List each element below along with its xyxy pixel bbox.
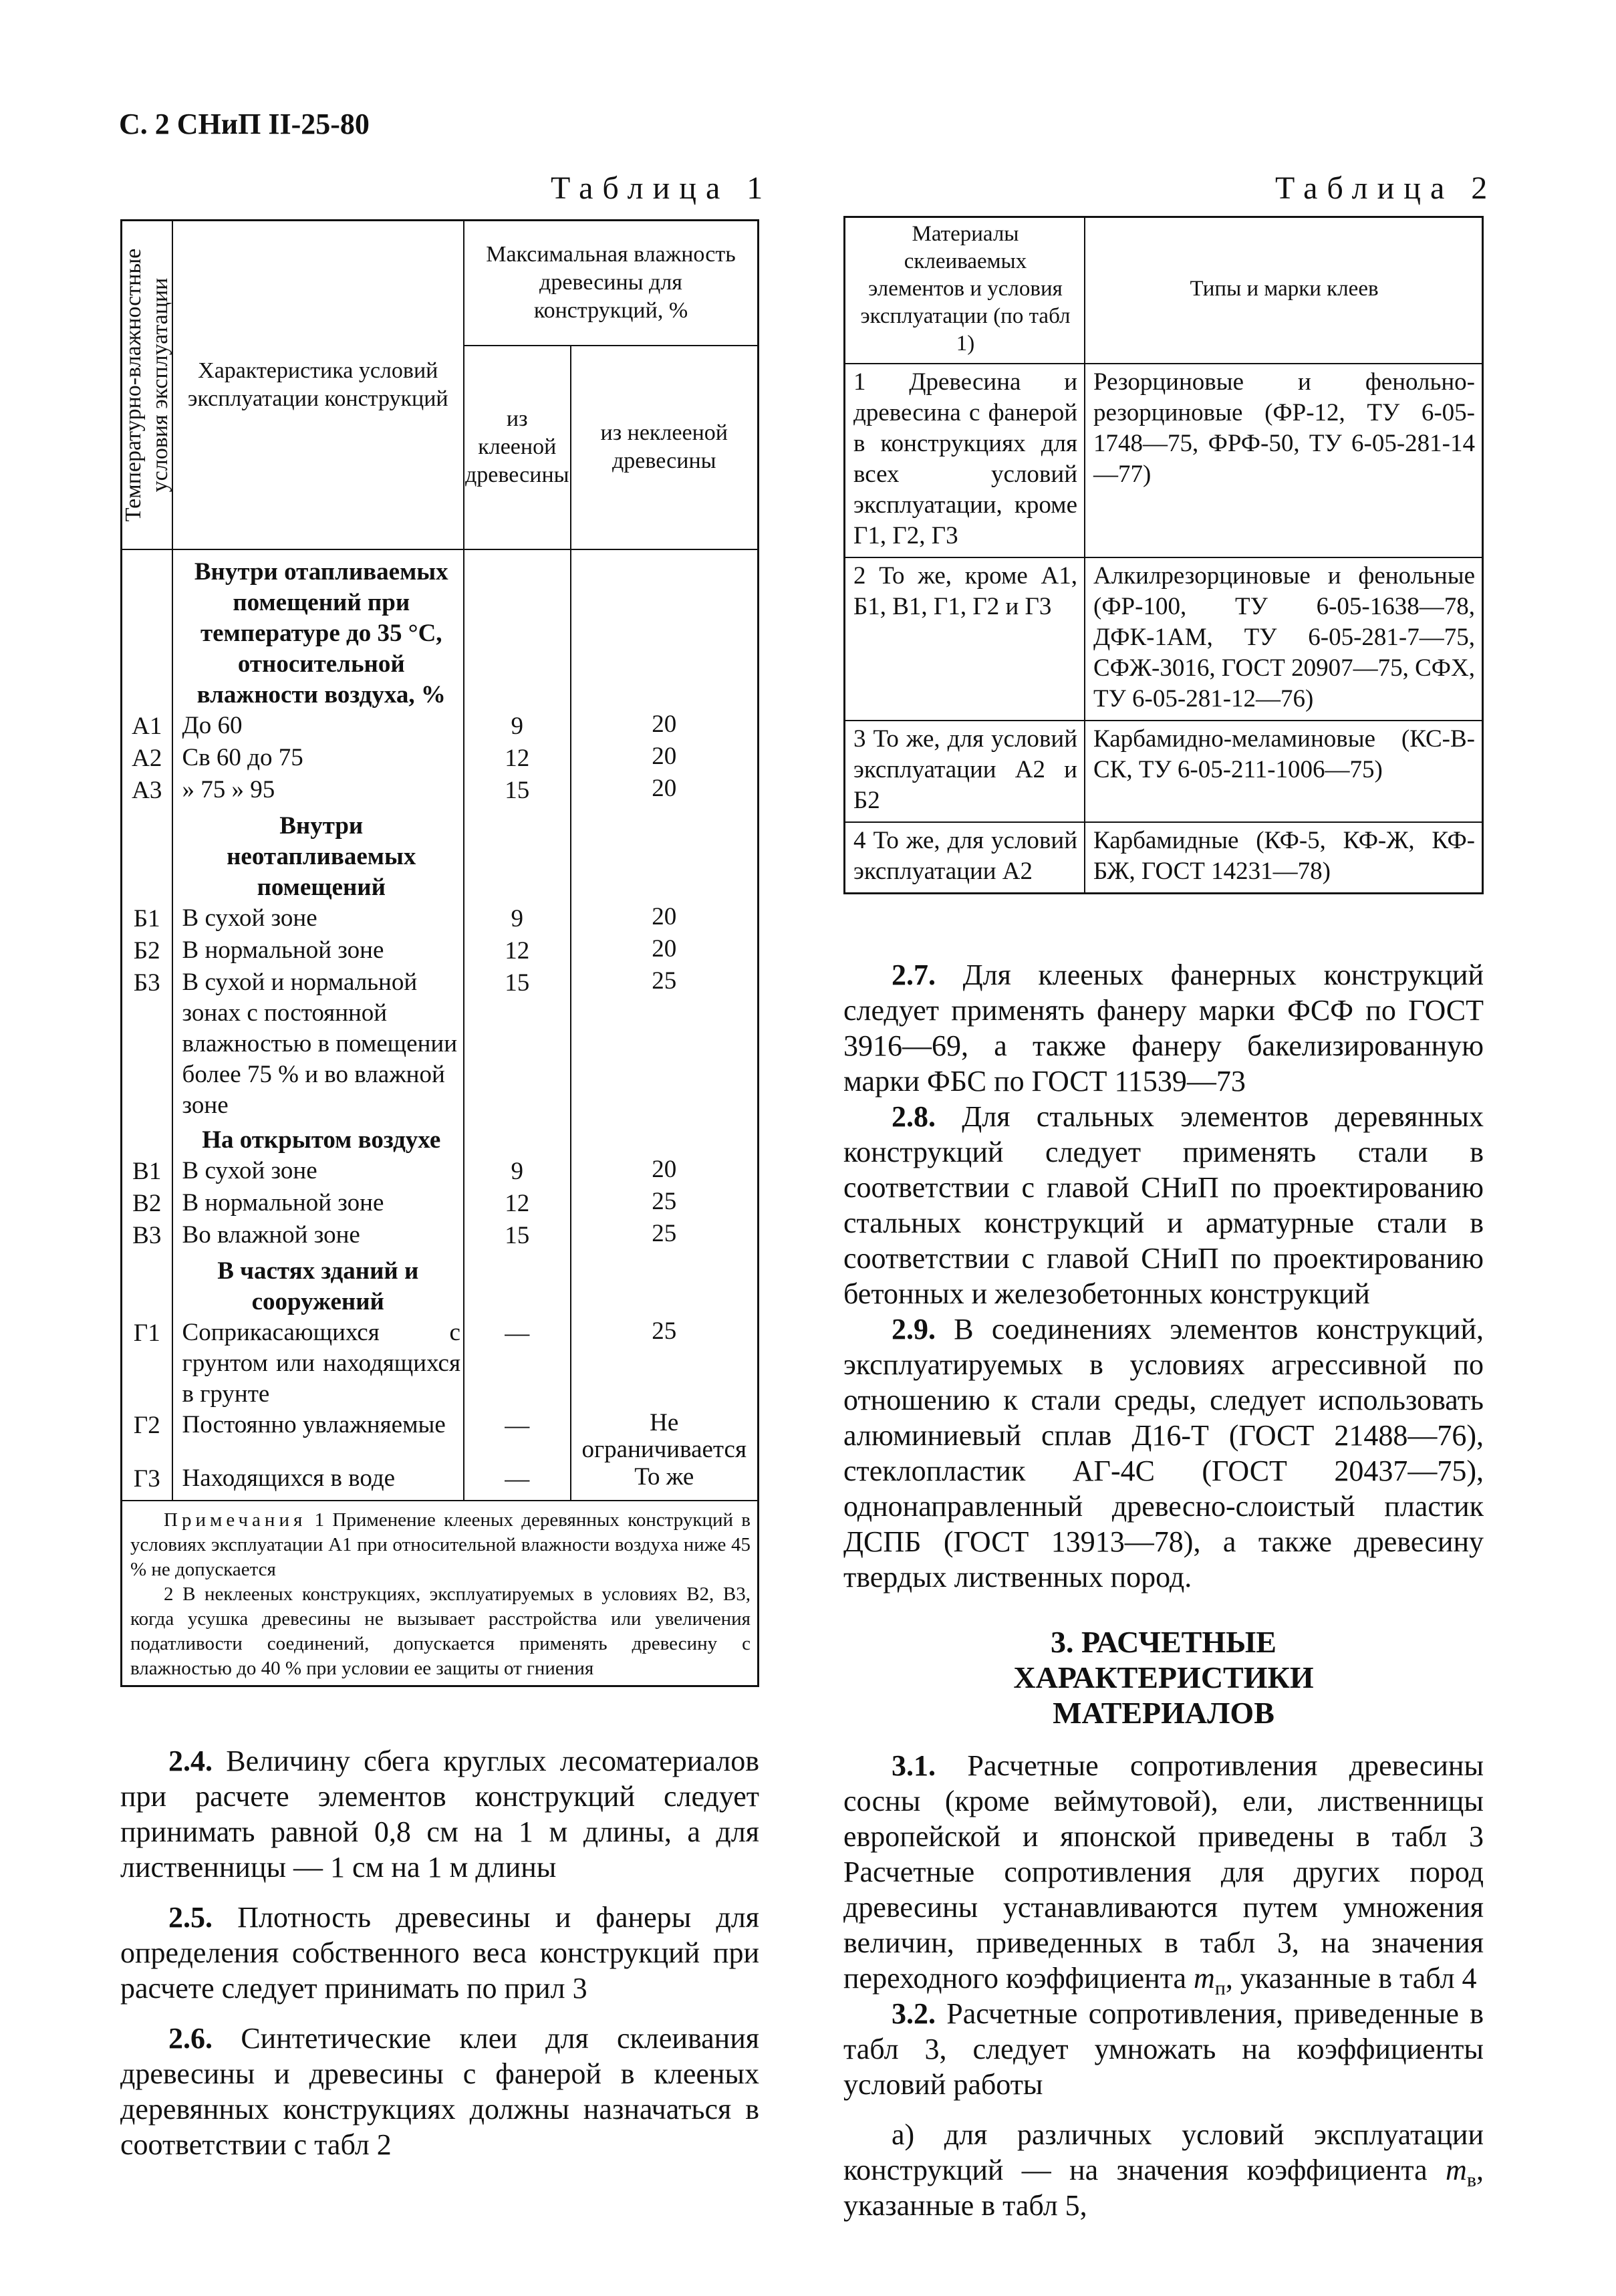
paragraph-3-1: 3.1. Расчетные сопротивления древесины сосны (кроме веймутовой), ели, лиственницы европейской и японской приведены в табл 3 Расчетные сопротивления для других пород древесины устанавливаются путем умножения величин, приведенных в табл 3, на значения переходного коэффициента $m_п$, указанные в табл 4 [843,1749,1484,1999]
section-3-title: 3. РАСЧЕТНЫЕ ХАРАКТЕРИСТИКИ МАТЕРИАЛОВ [1013,1625,1314,1730]
table1-section-unheated: Внутри неотапливаемых помещений [172,807,464,903]
table2-head-glues: Типы и марки клеев [1085,217,1483,364]
table1-section-heated: Внутри отапливаемых помещений при температуре до 35 °С, относительной влажности воздуха, % [172,549,464,711]
table-row: Б2 В нормальной зоне 12 20 [122,935,759,967]
table-row: Б1 В сухой зоне 9 20 [122,903,759,935]
table-row: Г3 Находящихся в воде — То же [122,1463,759,1501]
left-body-text [120,1743,759,2162]
table1-head-conditions: Температурно-влажностные условия эксплуатации [122,221,172,550]
note-1: 1 Применение клееных деревянных конструкций в условиях эксплуатации А1 при относительной влажности воздуха ниже 45 % не допускается [130,1509,751,1580]
table1 [120,219,759,1687]
table1-head-glued: из клееной древесины [464,346,571,549]
table2-caption: Таблица 2 [1275,170,1497,206]
table1-section-buildings: В частях зданий и сооружений [172,1252,464,1317]
table-row: А3 » 75 » 95 15 20 [122,775,759,807]
paragraph-2-7: 2.7. Для клееных фанерных конструкций следует применять фанеру марки ФСФ по ГОСТ 3916—69, а также фанеру бакелизированную марки ФБС по ГОСТ 11539—73 [843,959,1484,1098]
table-row: В1 В сухой зоне 9 20 [122,1156,759,1188]
table-row: В3 Во влажной зоне 15 25 [122,1220,759,1252]
table1-caption: Таблица 1 [551,170,773,206]
table-row: Г2 Постоянно увлажняемые — Не ограничивается [122,1410,759,1463]
table-row: А2 Св 60 до 75 12 20 [122,743,759,775]
table1-notes [122,1501,759,1686]
page-header: С. 2 СНиП II-25-80 [119,108,370,140]
table-row: 2 То же, кроме А1, Б1, В1, Г1, Г2 и Г3 Алкилрезорциновые и фенольные (ФР-100, ТУ 6-05-1638—78, ДФК-1АМ, ТУ 6-05-281-7—75, СФЖ-3016, ГОСТ 20907—75, СФХ, ТУ 6-05-281-12—76) [845,557,1483,721]
table-row: В2 В нормальной зоне 12 25 [122,1188,759,1220]
table2 [843,216,1484,894]
right-body-text [843,957,1484,2223]
table-row: 1 Древесина и древесина с фанерой в конструкциях для всех условий эксплуатации, кроме Г1, Г2, Г3 Резорциновые и фенольно-резорциновые (ФР-12, ТУ 6-05-1748—75, ФРФ-50, ТУ 6-05-281-14—77) [845,364,1483,557]
table2-head-materials: Материалы склеиваемых элементов и условия эксплуатации (по табл 1) [845,217,1085,364]
table-row: Б3 В сухой и нормальной зонах с постоянной влажностью в помещении более 75 % и во влажной зоне 15 25 [122,967,759,1121]
table1-section-outdoor: На открытом воздухе [172,1121,464,1156]
paragraph-2-4: 2.4. Величину сбега круглых лесоматериалов при расчете элементов конструкций следует принимать равной 0,8 см на 1 м длины, а для лиственницы — 1 см на 1 м длины [120,1745,759,1884]
notes-label: Примечания [164,1509,307,1531]
paragraph-3-2-a: а) для различных условий эксплуатации конструкций — на значения коэффициента $m_в$, указанные в табл 5, [843,2118,1484,2222]
table-row: 4 То же, для условий эксплуатации А2 Карбамидные (КФ-5, КФ-Ж, КФ-БЖ, ГОСТ 14231—78) [845,822,1483,894]
table1-head-unglued: из неклееной древесины [571,346,759,549]
table-row: Г1 Соприкасающихся с грунтом или находящихся в грунте — 25 [122,1317,759,1410]
paragraph-2-9: 2.9. В соединениях элементов конструкций, эксплуатируемых в условиях агрессивной по отношению к стали среды, следует использовать алюминиевый сплав Д16-Т (ГОСТ 21488—76), стеклопластик АГ-4С (ГОСТ 20437—75), однонаправленный древесно-слоистый пластик ДСПБ (ГОСТ 13913—78), а также древесину твердых лиственных пород. [843,1313,1484,1593]
table1-head-max-moisture: Максимальная влажность древесины для конструкций, % [464,221,759,346]
paragraph-2-8: 2.8. Для стальных элементов деревянных конструкций следует применять стали в соответствии с главой СНиП по проектированию стальных конструкций и арматурные стали в соответствии с главой СНиП по проектированию бетонных и железобетонных конструкций [843,1100,1484,1310]
table1-head-characteristic: Характеристика условий эксплуатации конструкций [172,221,464,550]
table-row: 3 То же, для условий эксплуатации А2 и Б2 Карбамидно-меламиновые (КС-В-СК, ТУ 6-05-211-1006—75) [845,721,1483,822]
paragraph-3-2: 3.2. Расчетные сопротивления, приведенные в табл 3, следует умножать на коэффициенты условий работы [843,1997,1484,2101]
paragraph-2-5: 2.5. Плотность древесины и фанеры для определения собственного веса конструкций при расчете следует принимать по прил 3 [120,1901,759,2005]
note-2: 2 В неклееных конструкциях, эксплуатируемых в условиях В2, В3, когда усушка древесины не вызывает расстройства или увеличения податливости соединений, допускается применять древесину с влажностью до 40 % при условии ее защиты от гниения [130,1583,751,1679]
paragraph-2-6: 2.6. Синтетические клеи для склеивания древесины и древесины с фанерой в клееных деревянных конструкциях должны назначаться в соответствии с табл 2 [120,2022,759,2161]
table-row: А1 До 60 9 20 [122,711,759,743]
